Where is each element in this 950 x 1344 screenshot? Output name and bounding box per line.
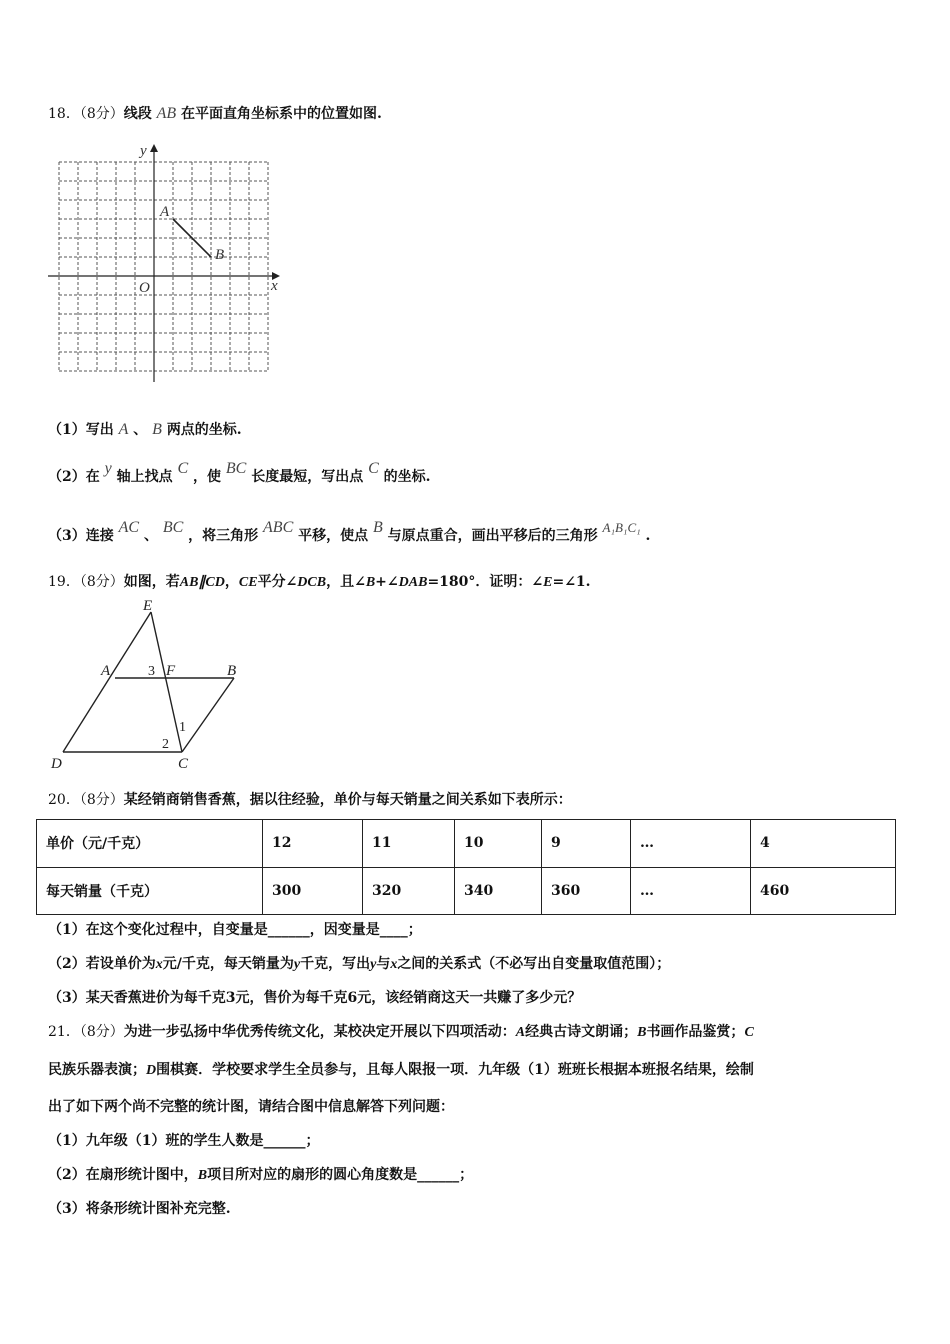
- q18-part3-label: （3）连接: [48, 528, 114, 544]
- q21-line1-b: 经典古诗文朗诵；: [525, 1024, 638, 1040]
- q19-t2: 平分∠: [257, 574, 298, 590]
- label-1: 1: [179, 720, 186, 735]
- label-3: 3: [148, 664, 155, 679]
- q18-part3-mid1: ，将三角形: [188, 528, 259, 544]
- q20-stem: [48, 789, 572, 809]
- q18-number: 18．: [48, 106, 80, 122]
- q18-part1: [48, 419, 242, 439]
- table-row: [37, 867, 896, 915]
- table-cell: …: [631, 867, 751, 915]
- q18-part2-var-bc: BC: [225, 460, 247, 477]
- label-2: 2: [162, 737, 169, 752]
- q20-part3: （3）某天香蕉进价为每千克3元，售价为每千克6元，该经销商这天一共赚了多少元？: [48, 990, 582, 1006]
- q18-part3-var-abc: ABC: [263, 519, 294, 536]
- q19-number: 19．: [48, 574, 80, 590]
- q20-part2: [48, 953, 670, 973]
- table-cell: 360: [542, 867, 631, 915]
- q21-line2-a: 民族乐器表演；: [48, 1062, 146, 1078]
- q18-part1-label: （1）写出: [48, 422, 114, 438]
- q19-t4: +∠: [375, 574, 399, 590]
- q21-line1: [48, 1021, 754, 1041]
- q20-part2-c: 千克，写出: [300, 956, 371, 972]
- table-cell: 每天销量（千克）: [37, 867, 263, 915]
- q18-part3: [48, 519, 651, 545]
- q18-stem-tail: 在平面直角坐标系中的位置如图.: [181, 106, 382, 122]
- table-cell: 4: [751, 820, 896, 868]
- table-cell: …: [631, 820, 751, 868]
- q19-t3: ，且∠: [326, 574, 366, 590]
- q21-activity-a: A: [515, 1025, 526, 1040]
- q19-cond-e: E: [543, 575, 553, 590]
- label-x: x: [271, 278, 278, 294]
- q20-part2-e: 之间的关系式（不必写出自变量取值范围）；: [397, 956, 671, 972]
- q21-line3: 出了如下两个尚不完整的统计图，请结合图中信息解答下列问题：: [48, 1099, 454, 1115]
- q18-part2-label: （2）在: [48, 469, 100, 485]
- q19-score: （8分）: [79, 574, 124, 590]
- table-row: [37, 820, 896, 868]
- q20-part2-d: 与: [376, 956, 391, 972]
- q18-var-ab: AB: [156, 105, 177, 122]
- q21-line2: [48, 1059, 754, 1079]
- q18-part1-sep: 、: [133, 422, 148, 438]
- q18-part2-var-c: C: [177, 460, 189, 477]
- q21-score: （8分）: [79, 1024, 124, 1040]
- q20-part2-x: x: [155, 957, 163, 972]
- q19-stem-pre: 如图，若: [123, 574, 180, 590]
- table-cell: 9: [542, 820, 631, 868]
- q20-number: 20．: [48, 792, 80, 808]
- q18-part2-mid1: 轴上找点: [116, 469, 173, 485]
- label-origin: O: [139, 280, 150, 296]
- q18-part3-var-bc: BC: [162, 519, 184, 536]
- label-b: B: [227, 663, 237, 679]
- q20-part2-y: y: [293, 957, 301, 972]
- label-point-a: A: [160, 204, 170, 220]
- q18-stem-text: 线段: [123, 106, 152, 122]
- q18-part2: [48, 460, 431, 486]
- q21-part1: （1）九年级（1）班的学生人数是______；: [48, 1133, 320, 1149]
- q21-part2-b-var: B: [197, 1168, 208, 1183]
- label-c: C: [178, 756, 189, 772]
- q19-t6: =∠1.: [552, 574, 591, 590]
- q21-activity-c: C: [744, 1025, 754, 1040]
- q18-part3-mid3: 与原点重合，画出平移后的三角形: [387, 528, 598, 544]
- q19-cond-dab: DAB: [398, 575, 428, 590]
- q21-line1-c: 书画作品鉴赏；: [646, 1024, 745, 1040]
- q18-part2-var-y: y: [104, 460, 112, 477]
- label-f: F: [166, 663, 176, 679]
- label-d: D: [51, 756, 62, 772]
- q18-part2-mid2: ，使: [193, 469, 222, 485]
- q18-coordinate-figure: [40, 138, 290, 388]
- q20-part2-y2: y: [370, 957, 377, 972]
- q21-activity-b: B: [637, 1025, 647, 1040]
- q21-activity-d: D: [146, 1063, 157, 1078]
- q19-cond-ab-cd: AB∥CD: [179, 575, 225, 590]
- q18-part1-var-b: B: [152, 421, 162, 438]
- q19-t5: =180°．证明：∠: [427, 574, 544, 590]
- q20-part2-a: （2）若设单价为: [48, 956, 156, 972]
- label-a: A: [101, 663, 111, 679]
- table-cell: 11: [363, 820, 455, 868]
- q21-line1-a: 为进一步弘扬中华优秀传统文化，某校决定开展以下四项活动：: [123, 1024, 516, 1040]
- y-axis-arrow: [150, 144, 158, 152]
- q21-number: 21．: [48, 1024, 80, 1040]
- q18-part1-tail: 两点的坐标.: [166, 422, 242, 438]
- q20-part2-x2: x: [390, 957, 398, 972]
- table-cell: 320: [363, 867, 455, 915]
- q20-stem-text: 某经销商销售香蕉，据以往经验，单价与每天销量之间关系如下表所示：: [123, 792, 572, 808]
- q18-part3-mid2: 平移，使点: [298, 528, 369, 544]
- q18-part3-var-ac: AC: [118, 519, 140, 536]
- table-cell: 单价（元/千克）: [37, 820, 263, 868]
- table-cell: 10: [455, 820, 542, 868]
- q20-part1: （1）在这个变化过程中，自变量是______，因变量是____；: [48, 922, 422, 938]
- q18-part2-mid3: 长度最短，写出点: [251, 469, 364, 485]
- q19-parallelogram-figure: [45, 598, 255, 773]
- label-point-b: B: [215, 247, 225, 263]
- q20-score: （8分）: [79, 792, 124, 808]
- price-sales-table: [36, 819, 896, 915]
- q18-part3-tail: .: [645, 528, 651, 544]
- q18-stem: [48, 103, 382, 123]
- table-cell: 300: [263, 867, 363, 915]
- q19-t1: ，: [224, 574, 239, 590]
- q18-part1-var-a: A: [118, 421, 129, 438]
- q18-part3-var-b: B: [373, 519, 383, 536]
- q21-part3: （3）将条形统计图补充完整.: [48, 1201, 231, 1217]
- q19-cond-dcb: DCB: [297, 575, 327, 590]
- q19-stem: [48, 571, 591, 591]
- label-e: E: [143, 598, 153, 614]
- q20-part2-b: 元/千克，每天销量为: [162, 956, 294, 972]
- label-y: y: [140, 143, 147, 159]
- table-cell: 340: [455, 867, 542, 915]
- q21-line2-b: 围棋赛．学校要求学生全员参与，且每人限报一项．九年级（1）班班长根据本班报名结果，绘制: [156, 1062, 754, 1078]
- q18-part2-tail: 的坐标.: [383, 469, 431, 485]
- q18-score: （8分）: [79, 106, 124, 122]
- table-cell: 12: [263, 820, 363, 868]
- q18-part2-var-c2: C: [368, 460, 379, 477]
- table-cell: 460: [751, 867, 896, 915]
- q21-part2-b: 项目所对应的扇形的圆心角度数是______；: [207, 1167, 474, 1183]
- q19-cond-b: B: [365, 575, 376, 590]
- q21-part2: [48, 1164, 473, 1184]
- q21-part2-a: （2）在扇形统计图中，: [48, 1167, 198, 1183]
- q18-part3-var-result: A₁B₁C₁: [602, 520, 641, 535]
- q19-cond-ce: CE: [238, 575, 258, 590]
- q18-part3-sep: 、: [143, 528, 158, 544]
